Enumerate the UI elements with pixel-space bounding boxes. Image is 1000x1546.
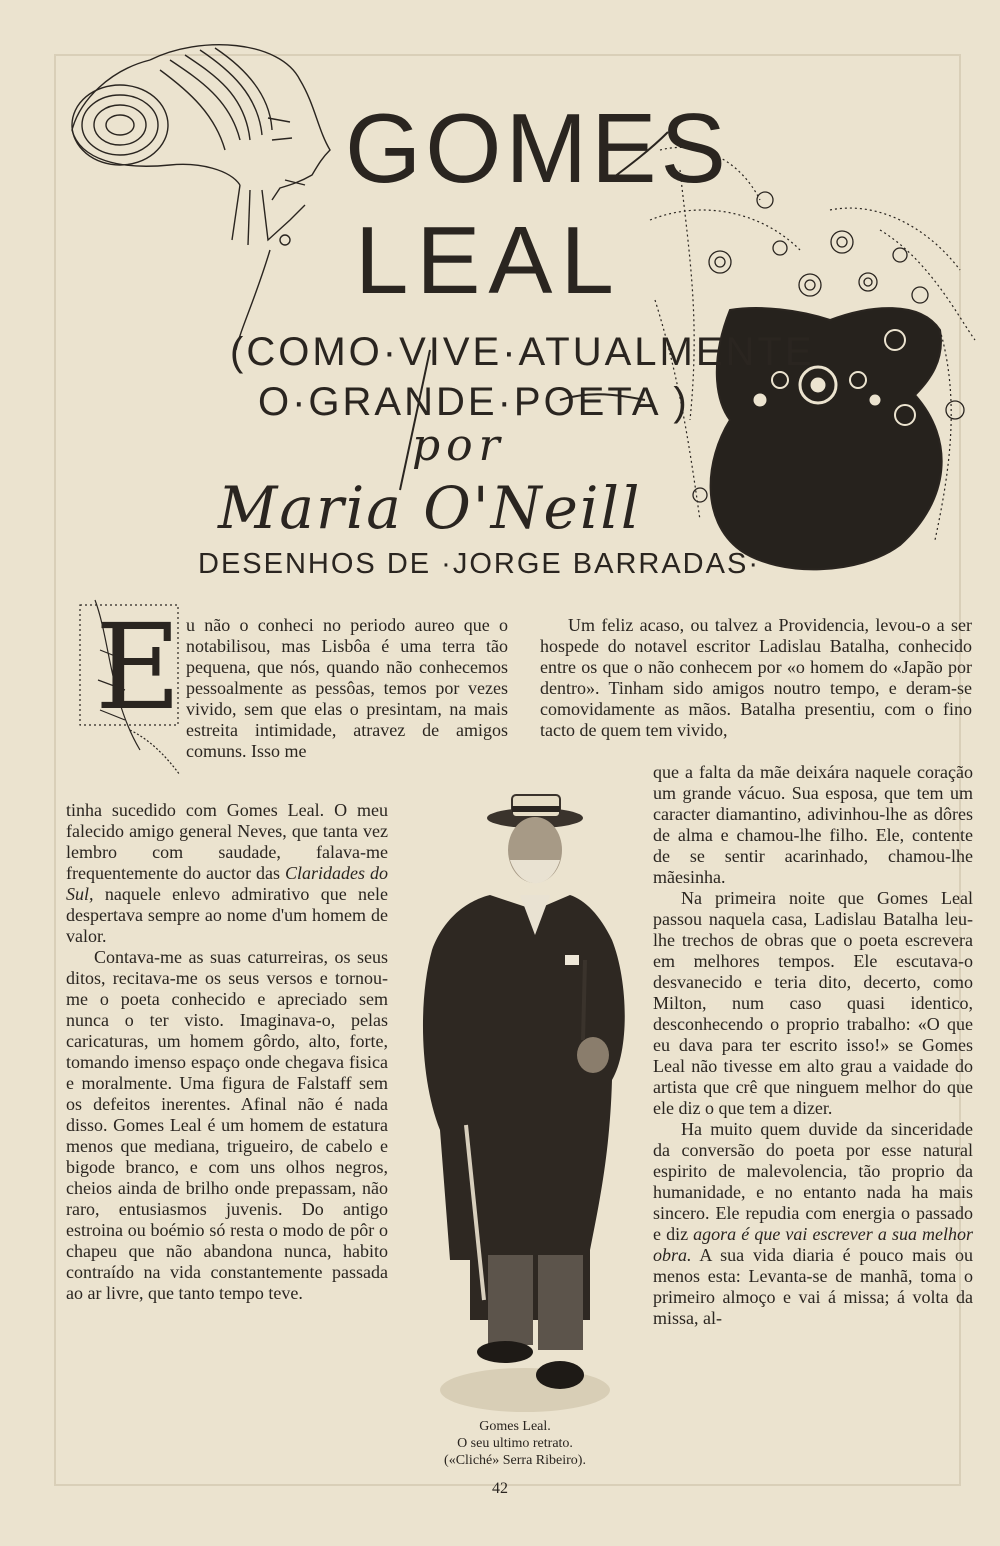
column-2-body [653,762,973,1329]
column-2-paragraph-1: Um feliz acaso, ou talvez a Providencia, levou-o a ser hospede do notavel escritor Ladislau Batalha, conhecido entre os que o não conhecem por «o homem do «Japão por dentro». Tinham sido amigos noutro tempo, e deram-se comovidamente as mãos. Batalha presentiu, com o fino tacto de quem tem vivido, [540,615,972,740]
photo-caption [400,1418,630,1469]
paragraph-3-text-b: A sua vida diaria é pouco mais ou menos esta: Levanta-se de manhã, toma o primeiro almoço e vai á missa; á volta da missa, al- [653,1245,973,1328]
caption-line-3: («Cliché» Serra Ribeiro). [444,1453,586,1468]
column-2-paragraph-1-continued: que a falta da mãe deixára naquele coração um grande vácuo. Sua esposa, que tem um caracter diamantino, adivinhou-lhe as dôres de alma e chamou-lhe filho. Ele, contente de se sentir acarinhado, chamou-lhe mãesinha. [653,762,973,887]
title-line-2: LEAL [355,207,622,314]
subtitle-line-2: O·GRANDE·POETA ) [258,380,690,424]
paragraph-1-text-a: tinha sucedido com Gomes Leal. O meu falecido amigo general Neves, que tanta vez lembro com saudade, falava-me frequentemente do auctor das [66,800,388,883]
column-1-body [66,800,388,1304]
caption-line-1: Gomes Leal. [479,1419,551,1434]
paragraph-3-text-a: Ha muito quem duvide da sinceridade da conversão do poeta por esse natural espirito de malevolencia, tão proprio da humanidade, e no entanto nada ha mais sincero. Ele repudia com energia o passado e diz [653,1119,973,1244]
paragraph-1-text-b: naquele enlevo admirativo que nele despertava sempre ao nome d'um homem de valor. [66,884,388,946]
paragraph-3-italic: agora é que vai escrever a sua melhor obra. [653,1224,974,1265]
title-line-1: GOMES [345,93,730,203]
illustration-credits: DESENHOS DE ·JORGE BARRADAS· [198,548,760,580]
book-title-italic: Claridades do Sul, [66,863,388,904]
portrait-photo [423,795,625,1412]
drop-cap: E [95,598,182,736]
caption-line-2: O seu ultimo retrato. [457,1436,573,1451]
page-number: 42 [492,1480,508,1497]
subtitle-line-1: (COMO·VIVE·ATUALMENTE [230,330,815,374]
woman-profile-illustration [72,45,330,350]
by-word: por [412,420,506,471]
column-2-top [540,615,972,741]
paragraph-2: Contava-me as suas caturreiras, os seus ditos, recitava-me os seus versos e tornou-me o poeta conhecido e apreciado sem nunca o ter visto. Imaginava-o, pelas caricaturas, um homem gôrdo, alto, forte, tomando imenso espaço onde chegava fisica e moralmente. Uma figura de Falstaff sem os defeitos inerentes. Afinal não é nada disso. Gomes Leal é um homem de estatura menos que mediana, trigueiro, de cabelo e bigode branco, e com uns olhos negros, cheios ainda de brilho onde prepassam, não raro, entusiasmos juvenis. Do antigo estroina ou boémio só resta o modo de pôr o chapeu que não abandona nunca, habito contraído na vida constantemente passada ao ar livre, que tanto tempo teve. [66,947,388,1303]
author-name: Maria O'Neill [218,474,642,542]
column-1-top [186,615,508,762]
paragraph-1-start: u não o conheci no periodo aureo que o notabilisou, mas Lisbôa é uma terra tão pequena, que nós, quando não conhecemos pessoalmente as pessôas, temos por vezes vivido, sem que elas o presintam, na mais estreita intimidade, atravez de amigos comuns. Isso me [186,615,508,761]
paragraph-1-continued [66,800,388,947]
column-2-paragraph-2: Na primeira noite que Gomes Leal passou naquela casa, Ladislau Batalha leu-lhe trechos de obras que o poeta escrevera em melhores tempos. Ele escutava-o desvanecido e teria dito, decerto, como Milton, num caso quasi identico, desconhecendo o proprio trabalho: «O que eu dava para ter escrito isso!» se Gomes Leal não tivesse em alto grau a vaidade do artista que crê que ninguem melhor do que ele diz o que tem a dizer. [653,888,973,1118]
column-2-paragraph-3 [653,1119,973,1329]
